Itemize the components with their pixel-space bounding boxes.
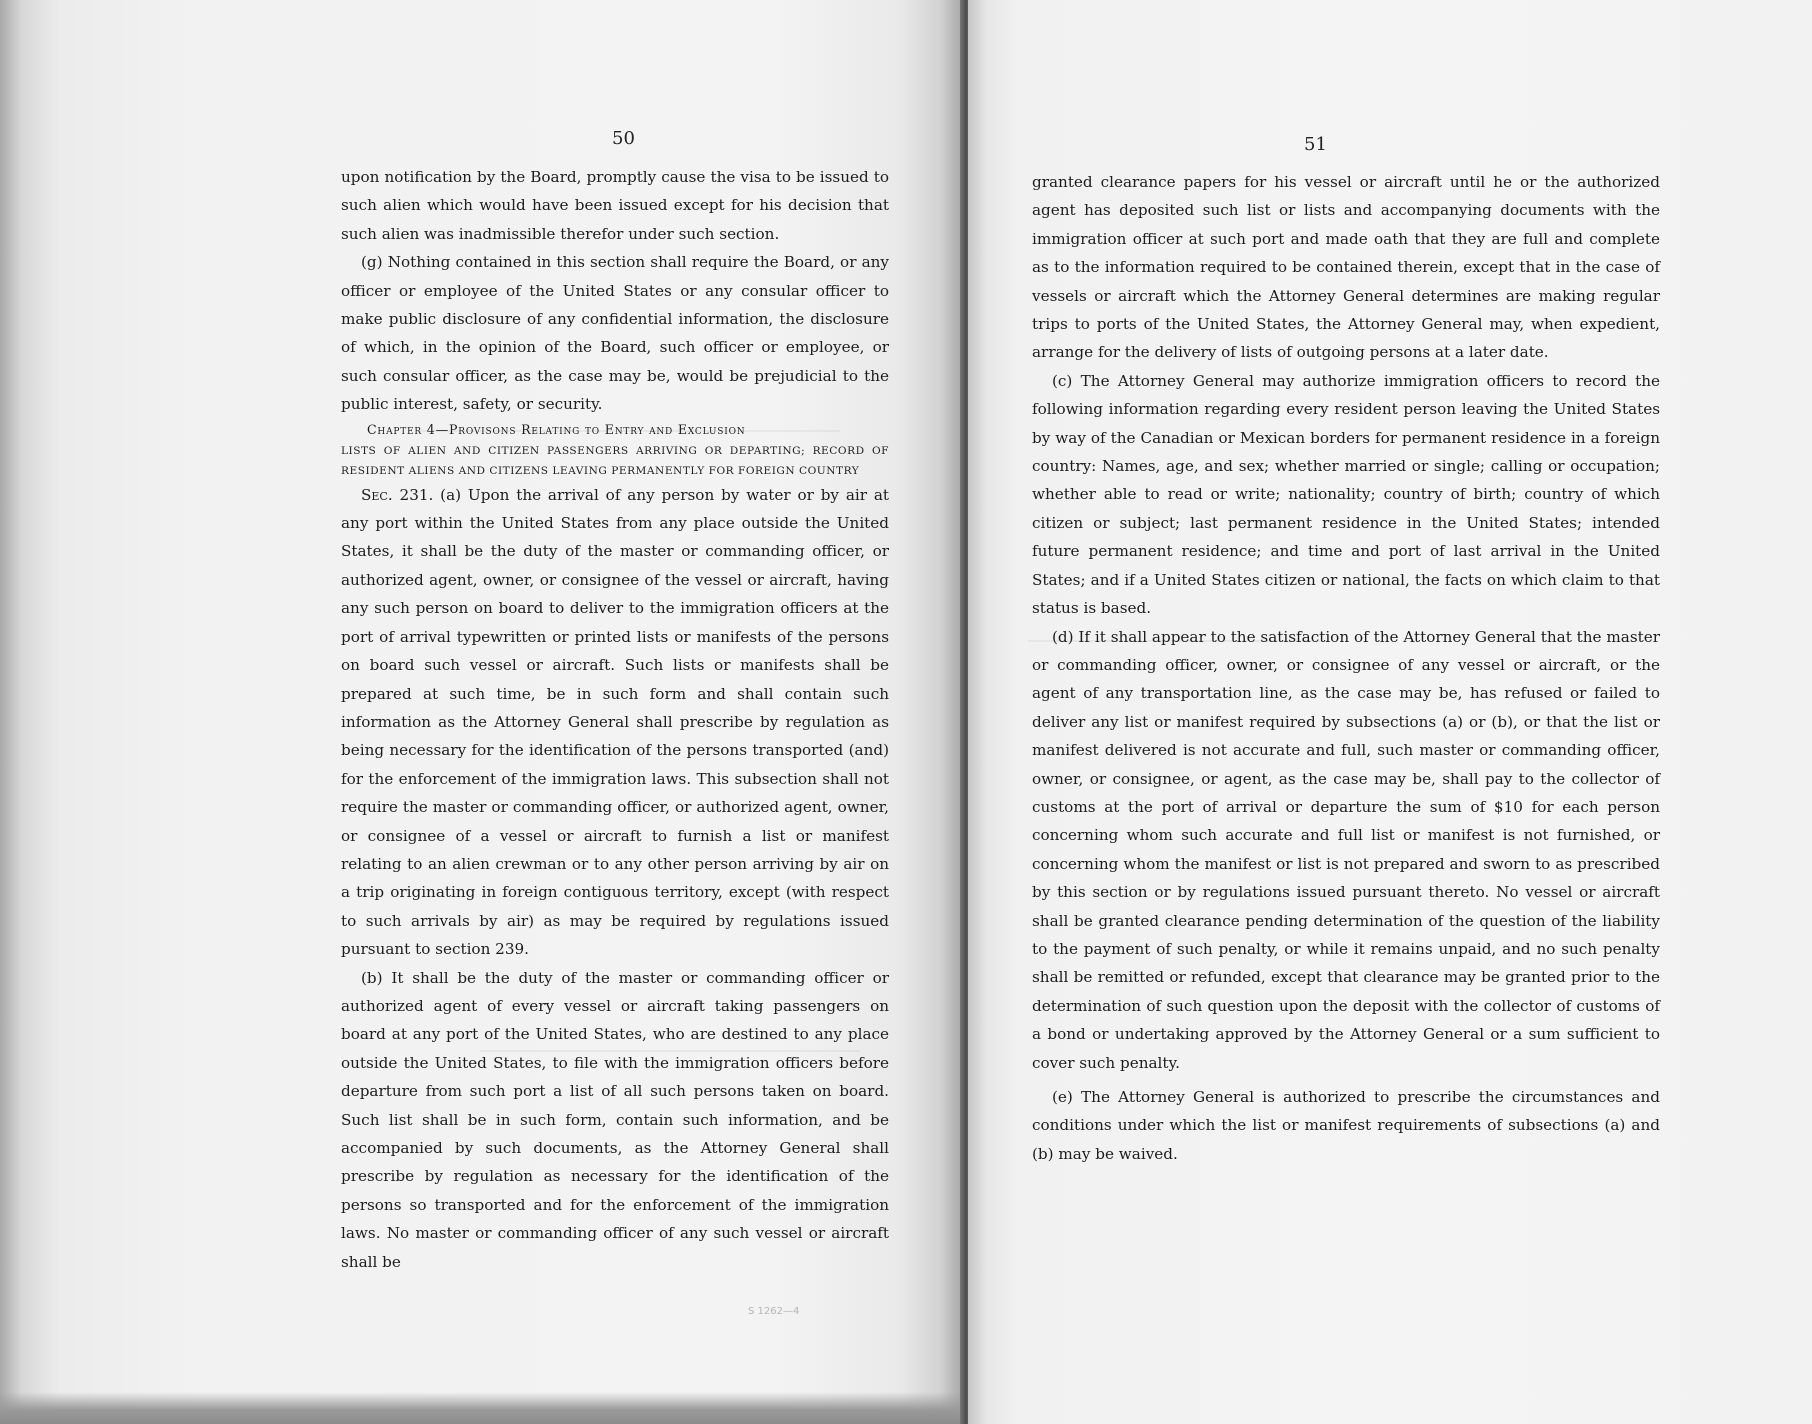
paragraph-c: (c) The Attorney General may authorize immigration officers to record the following information regarding every resident person leaving the United States by way of the Canadian or Mexican borders for permanent residence in a foreign country: Names, age, and sex; whether married or single; calling or occupation; whether able to read or write; nationality; country of birth; country of which citizen or subject; last permanent residence in the United States; intended future permanent residence; and time and port of last arrival in the United States; and if a United States citizen or national, the facts on which claim to that status is based.	[1032, 371, 1660, 618]
chapter-subtitle: LISTS OF ALIEN AND CITIZEN PASSENGERS ARRIVING OR DEPARTING; RECORD OF RESIDENT ALIENS AND CITIZENS LEAVING PERMANENTLY FOR FOREIGN COUNTRY	[341, 444, 889, 477]
paragraph-e: (e) The Attorney General is authorized to prescribe the circumstances and conditions under which the list or manifest requirements of subsections (a) and (b) may be waived.	[1032, 1088, 1660, 1163]
footer-mark: S 1262—4	[748, 1306, 800, 1317]
page-bottom-shadow	[0, 1392, 968, 1424]
paragraph-b: (b) It shall be the duty of the master or commanding officer or authorized agent of every vessel or aircraft taking passengers on board at any port of the United States, who are destined to any place outside the United States, to file with the immigration officers before departure from such port a list of all such persons taken on board. Such list shall be in such form, contain such information, and be accompanied by such documents, as the Attorney General shall prescribe by regulation as necessary for the identification of the persons so transported and for the enforcement of the immigration laws. No master or commanding officer of any such vessel or aircraft shall be	[341, 968, 889, 1271]
section-231-a	[341, 481, 889, 964]
section-231-a-text: 231. (a) Upon the arrival of any person by water or by air at any port within the United States from any place outside the United States, it shall be the duty of the master or commanding officer, or authorized agent, owner, or consignee of the vessel or aircraft, having any such person on board to deliver to the immigration officers at the port of arrival typewritten or printed lists or manifests of the persons on board such vessel or aircraft. Such lists or manifests shall be prepared at such time, be in such form and shall contain such information as the Attorney General shall prescribe by regulation as being necessary for the identification of the persons transported (and) for the enforcement of the immigration laws. This subsection shall not require the master or commanding officer, or authorized agent, owner, or consignee of a vessel or aircraft to furnish a list or manifest relating to an alien crewman or to any other person arriving by air on a trip originating in foreign contiguous territory, except (with respect to such arrivals by air) as may be required by regulations issued pursuant to section 239.	[341, 485, 889, 959]
left-page-text	[341, 163, 889, 1276]
paragraph-b-continuation: granted clearance papers for his vessel or aircraft until he or the authorized agent has deposited such list or lists and accompanying documents with the immigration officer at such port and made oath that they are full and complete as to the information required to be contained therein, except that in the case of vessels or aircraft which the Attorney General determines are making regular trips to ports of the United States, the Attorney General may, when expedient, arrange for the delivery of lists of outgoing persons at a later date.	[1032, 173, 1660, 362]
right-page	[968, 0, 1812, 1424]
right-page-text	[1032, 168, 1660, 1168]
paragraph-g: (g) Nothing contained in this section shall require the Board, or any officer or employee of the United States or any consular officer to make public disclosure of any confidential information, the disclosure of which, in the opinion of the Board, such officer or employee, or such consular officer, as the case may be, would be prejudicial to the public interest, safety, or security.	[341, 253, 889, 414]
paragraph-f-continuation: upon notification by the Board, promptly cause the visa to be issued to such alien which would have been issued except for his decision that such alien was inadmissible therefor under such section.	[341, 168, 889, 243]
page-number: 50	[612, 128, 635, 149]
page-number: 51	[1304, 134, 1327, 155]
section-label: Sec.	[361, 485, 393, 504]
chapter-title: Chapter 4—Provisons Relating to Entry and Exclusion	[367, 421, 746, 437]
paragraph-d: (d) If it shall appear to the satisfaction of the Attorney General that the master or commanding officer, owner, or consignee of any vessel or aircraft, or the agent of any transportation line, as the case may be, has refused or failed to deliver any list or manifest required by subsections (a) or (b), or that the list or manifest delivered is not accurate and full, such master or commanding officer, owner, or consignee, or agent, as the case may be, shall pay to the collector of customs at the port of arrival or departure the sum of $10 for each person concerning whom such accurate and full list or manifest is not furnished, or concerning whom the manifest or list is not prepared and sworn to as prescribed by this section or by regulations issued pursuant thereto. No vessel or aircraft shall be granted clearance pending determination of the question of the liability to the payment of such penalty, or while it remains unpaid, and no such penalty shall be remitted or refunded, except that clearance may be granted prior to the determination of such question upon the deposit with the collector of customs of a bond or undertaking approved by the Attorney General or a sum sufficient to cover such penalty.	[1032, 627, 1660, 1072]
